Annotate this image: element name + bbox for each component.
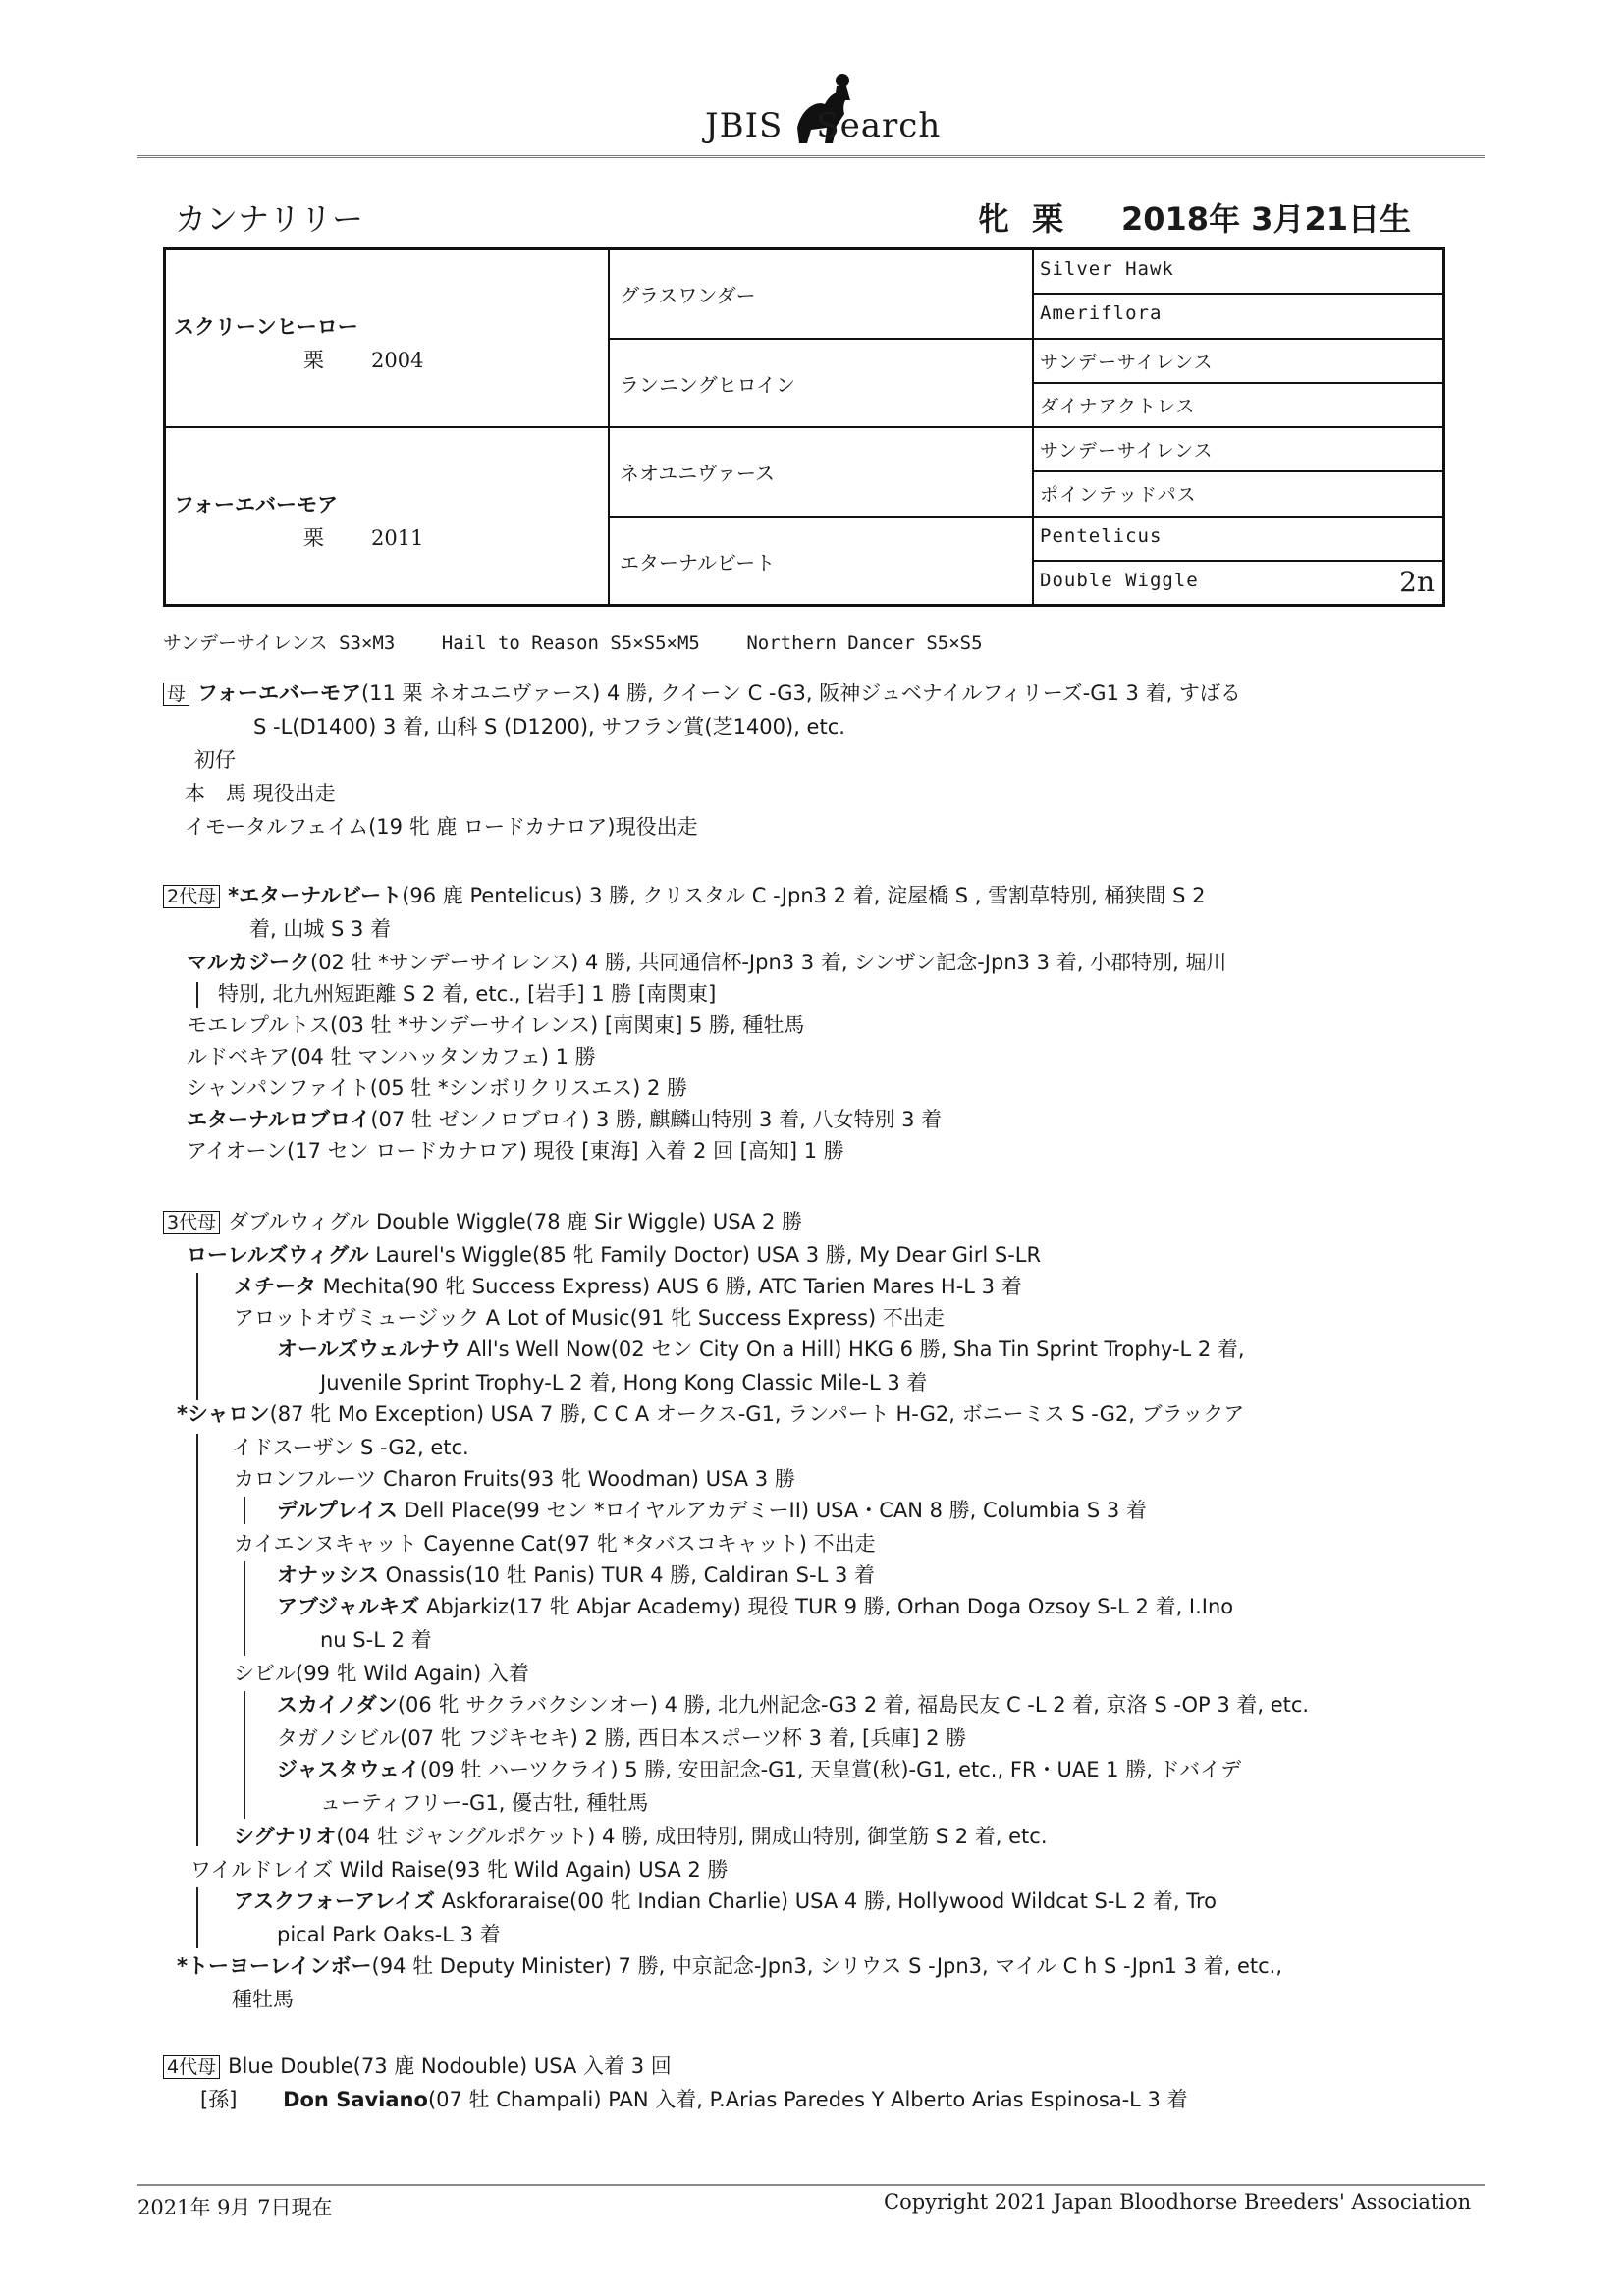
dam-color: 栗 — [303, 526, 324, 550]
record-text: (02 牡 *サンデーサイレンス) 4 勝, 共同通信杯-Jpn3 3 着, シンザン記念-Jpn3 3 着, 小郡特別, 堀川 — [310, 951, 1227, 974]
section-tag-2nd-dam: 2代母 — [163, 885, 220, 908]
gen3-name: Silver Hawk — [1040, 258, 1174, 280]
bold-horse-name: シグナリオ — [234, 1825, 337, 1848]
third-dam-line — [277, 1691, 1309, 1719]
second-dam-line — [187, 1106, 942, 1133]
fourth-dam-line — [200, 2086, 1188, 2113]
section-tag-4th-dam: 4代母 — [163, 2055, 220, 2079]
record-text: (07 牡 ゼンノロブロイ) 3 勝, 麒麟山特別 3 着, 八女特別 3 着 — [370, 1108, 943, 1131]
third-dam-line — [177, 1400, 1244, 1428]
footer-divider — [137, 2184, 1485, 2186]
bold-horse-name: *エターナルビート — [228, 884, 403, 907]
bold-horse-name: *トーヨーレインボー — [177, 1954, 372, 1978]
pedigree-table — [163, 247, 1445, 607]
bold-horse-name: Don Saviano — [283, 2088, 428, 2111]
third-dam-line: 種牡馬 — [232, 1988, 294, 2011]
second-dam-line: アイオーン(17 セン ロードカナロア) 現役 [東海] 入着 2 回 [高知] 1 勝 — [187, 1139, 844, 1163]
gen2-name: ランニングヒロイン — [620, 372, 795, 397]
bold-horse-name: アブジャルキズ — [277, 1595, 420, 1618]
third-dam-line — [177, 1952, 1282, 1980]
third-dam-line — [234, 1887, 1217, 1915]
record-text: (04 牡 ジャングルポケット) 4 勝, 成田特別, 開成山特別, 御堂筋 S 2 着, etc. — [336, 1825, 1048, 1848]
second-dam-line — [187, 949, 1226, 976]
third-dam-line: ューティフリー-G1, 優古牡, 種牡馬 — [320, 1791, 649, 1815]
section-tag-3rd-dam: 3代母 — [163, 1211, 220, 1234]
third-dam-line: シビル(99 牝 Wild Again) 入着 — [234, 1662, 529, 1685]
branch-line — [196, 1887, 198, 1948]
pedigree-gen3-cell — [1033, 294, 1443, 338]
as-of-date: 2021年 9月 7日現在 — [137, 2196, 333, 2219]
dam-name: フォーエバーモア — [174, 493, 338, 517]
logo-jbis-text: JBIS — [705, 106, 784, 145]
dam-line-5: イモータルフェイム(19 牝 鹿 ロードカナロア)現役出走 — [185, 815, 698, 839]
pedigree-gen3-cell — [1033, 339, 1443, 383]
inbreeding-item: Hail to Reason S5×S5×M5 — [441, 632, 700, 654]
branch-line — [196, 1273, 198, 1400]
dam-line-4: 本 馬 現役出走 — [185, 782, 336, 805]
third-dam-line: カイエンヌキャット Cayenne Cat(97 牝 *タバスコキャット) 不出走 — [234, 1532, 876, 1556]
record-text: All's Well Now(02 セン City On a Hill) HKG 6 勝, Sha Tin Sprint Trophy-L 2 着, — [460, 1338, 1245, 1361]
branch-line — [244, 1497, 245, 1524]
bold-horse-name: *シャロン — [177, 1402, 270, 1426]
grandchild-tag: [孫] — [200, 2088, 238, 2111]
inbreeding-item: サンデーサイレンス S3×M3 — [163, 632, 396, 654]
pedigree-gen3-cell — [1033, 561, 1443, 605]
record-text: Askforaraise(00 牝 Indian Charlie) USA 4 勝, Hollywood Wildcat S-L 2 着, Tro — [434, 1889, 1217, 1913]
bold-horse-name: マルカジーク — [187, 951, 310, 974]
record-text: Laurel's Wiggle(85 牝 Family Doctor) USA 3 勝, My Dear Girl S-LR — [368, 1243, 1042, 1267]
branch-line — [244, 1561, 245, 1656]
second-dam-line: ルドベキア(04 牡 マンハッタンカフェ) 1 勝 — [187, 1045, 596, 1068]
bold-horse-name: オナッシス — [277, 1563, 379, 1587]
dam-record: (11 栗 ネオユニヴァース) 4 勝, クイーン C -G3, 阪神ジュベナイルフィリーズ-G1 3 着, すばる — [360, 682, 1241, 705]
third-dam-line: タガノシビル(07 牝 フジキセキ) 2 勝, 西日本スポーツ杯 3 着, [兵庫] 2 勝 — [277, 1726, 967, 1750]
bold-horse-name: デルプレイス — [277, 1499, 398, 1522]
third-dam-line — [277, 1336, 1245, 1363]
record-text: (94 牡 Deputy Minister) 7 勝, 中京記念-Jpn3, シリウス S -Jpn3, マイル C h S -Jpn1 3 着, etc., — [371, 1954, 1283, 1978]
second-dam-line: モエレプルトス(03 牡 *サンデーサイレンス) [南関東] 5 勝, 種牡馬 — [187, 1013, 805, 1037]
third-dam-line: イドスーザン S -G2, etc. — [232, 1436, 469, 1459]
second-dam-line: シャンパンファイト(05 牡 *シンボリクリスエス) 2 勝 — [187, 1076, 687, 1100]
third-dam-line — [277, 1593, 1233, 1620]
bold-horse-name: メチータ — [234, 1275, 316, 1298]
third-dam-line — [187, 1241, 1041, 1269]
bold-horse-name: アスクフォーアレイズ — [234, 1889, 435, 1913]
second-dam-line: 特別, 北九州短距離 S 2 着, etc., [岩手] 1 勝 [南関東] — [218, 982, 717, 1006]
gen2-name: ネオユニヴァース — [620, 462, 775, 485]
sire-year: 2004 — [371, 349, 424, 372]
third-dam-line: nu S-L 2 着 — [320, 1628, 432, 1652]
pedigree-gen3-cell — [1033, 249, 1443, 294]
birth-date: 2018年 3月21日生 — [1121, 200, 1412, 238]
gen3-name: ダイナアクトレス — [1040, 395, 1196, 417]
record-text: Mechita(90 牝 Success Express) AUS 6 勝, ATC Tarien Mares H-L 3 着 — [316, 1275, 1022, 1298]
gen3-name: Double Wiggle — [1040, 569, 1199, 591]
gen2-name: グラスワンダー — [620, 284, 756, 307]
pedigree-gen2-cell — [609, 249, 1033, 339]
third-dam-line: カロンフルーツ Charon Fruits(93 牝 Woodman) USA 3 勝 — [234, 1467, 795, 1491]
section-tag-dam: 母 — [163, 683, 189, 706]
pedigree-gen3-cell — [1033, 427, 1443, 471]
horse-name: カンナリリー — [175, 200, 364, 238]
dam-line-1 — [163, 680, 1241, 707]
third-dam-line — [277, 1497, 1147, 1524]
third-dam-line — [277, 1561, 875, 1589]
inbreeding-line — [163, 629, 1018, 655]
bold-horse-name: スカイノダン — [277, 1693, 398, 1717]
gen3-name: サンデーサイレンス — [1040, 440, 1214, 462]
dam-line-3: 初仔 — [194, 748, 236, 772]
branch-line — [196, 1434, 198, 1846]
inbreeding-item: Northern Dancer S5×S5 — [746, 632, 983, 654]
record-text: (96 鹿 Pentelicus) 3 勝, クリスタル C -Jpn3 2 着, 淀屋橋 S , 雪割草特別, 桶狭間 S 2 — [402, 884, 1206, 907]
dam-year: 2011 — [371, 526, 424, 550]
third-dam-line — [234, 1823, 1048, 1850]
pedigree-gen3-cell — [1033, 517, 1443, 561]
bold-horse-name: ジャスタウェイ — [277, 1758, 420, 1781]
third-dam-line: Juvenile Sprint Trophy-L 2 着, Hong Kong Classic Mile-L 3 着 — [320, 1371, 928, 1394]
third-dam-line — [163, 1208, 802, 1235]
record-text: (07 牡 Champali) PAN 入着, P.Arias Paredes Y Alberto Arias Espinosa-L 3 着 — [427, 2088, 1188, 2111]
record-text: Dell Place(99 セン *ロイヤルアカデミーII) USA・CAN 8 勝, Columbia S 3 着 — [397, 1499, 1147, 1522]
gen3-name: Ameriflora — [1040, 302, 1163, 325]
pedigree-gen2-cell — [609, 427, 1033, 517]
gen3-name: サンデーサイレンス — [1040, 351, 1214, 373]
gen3-name: Pentelicus — [1040, 524, 1163, 547]
pedigree-gen2-cell — [609, 517, 1033, 606]
dam-name-bold: フォーエバーモア — [197, 682, 361, 705]
branch-line — [244, 1691, 245, 1819]
record-text: Abjarkiz(17 牝 Abjar Academy) 現役 TUR 9 勝, Orhan Doga Ozsoy S-L 2 着, I.Ino — [419, 1595, 1234, 1618]
third-dam-line — [277, 1756, 1241, 1783]
bold-horse-name: ローレルズウィグル — [187, 1243, 369, 1267]
pedigree-sire-cell — [165, 249, 609, 427]
third-dam-line: ワイルドレイズ Wild Raise(93 牝 Wild Again) USA 2 勝 — [190, 1858, 729, 1882]
logo-search-text: Search — [816, 106, 942, 145]
gen3-name: ポインテッドパス — [1040, 484, 1197, 507]
pedigree-gen2-cell — [609, 339, 1033, 428]
copyright: Copyright 2021 Japan Bloodhorse Breeders' Association — [884, 2190, 1472, 2214]
record-text: Onassis(10 牡 Panis) TUR 4 勝, Caldiran S-L 3 着 — [378, 1563, 875, 1587]
sire-color: 栗 — [303, 349, 324, 372]
third-dam-line: アロットオヴミュージック A Lot of Music(91 牝 Success Express) 不出走 — [234, 1306, 945, 1330]
dam-line-2: S -L(D1400) 3 着, 山科 S (D1200), サフラン賞(芝1400), etc. — [253, 715, 845, 738]
fourth-dam-line — [163, 2052, 672, 2080]
pedigree-gen3-cell — [1033, 471, 1443, 516]
gen2-name: エターナルビート — [620, 550, 776, 574]
bold-horse-name: エターナルロブロイ — [187, 1108, 371, 1131]
record-text: (06 牝 サクラバクシンオー) 4 勝, 北九州記念-G3 2 着, 福島民友 C -L 2 着, 京洛 S -OP 3 着, etc. — [397, 1693, 1310, 1717]
record-text: Blue Double(73 鹿 Nodouble) USA 入着 3 回 — [228, 2054, 672, 2078]
header-divider — [137, 155, 1485, 158]
tail-mark: 2n — [1399, 565, 1435, 598]
second-dam-line — [163, 882, 1206, 909]
third-dam-line: pical Park Oaks-L 3 着 — [277, 1923, 501, 1946]
record-text: (09 牡 ハーツクライ) 5 勝, 安田記念-G1, 天皇賞(秋)-G1, etc., FR・UAE 1 勝, ドバイデ — [419, 1758, 1242, 1781]
second-dam-line: 着, 山城 S 3 着 — [249, 917, 392, 941]
sex-color: 牝 栗 — [978, 200, 1070, 238]
pedigree-dam-cell — [165, 427, 609, 605]
record-text: ダブルウィグル Double Wiggle(78 鹿 Sir Wiggle) USA 2 勝 — [228, 1210, 803, 1233]
third-dam-line — [234, 1273, 1022, 1300]
pedigree-gen3-cell — [1033, 383, 1443, 427]
branch-line — [196, 982, 198, 1008]
record-text: (87 牝 Mo Exception) USA 7 勝, C C A オークス-G1, ランパート H-G2, ボニーミス S -G2, ブラックア — [269, 1402, 1245, 1426]
bold-horse-name: オールズウェルナウ — [277, 1338, 461, 1361]
sire-name: スクリーンヒーロー — [174, 315, 358, 339]
